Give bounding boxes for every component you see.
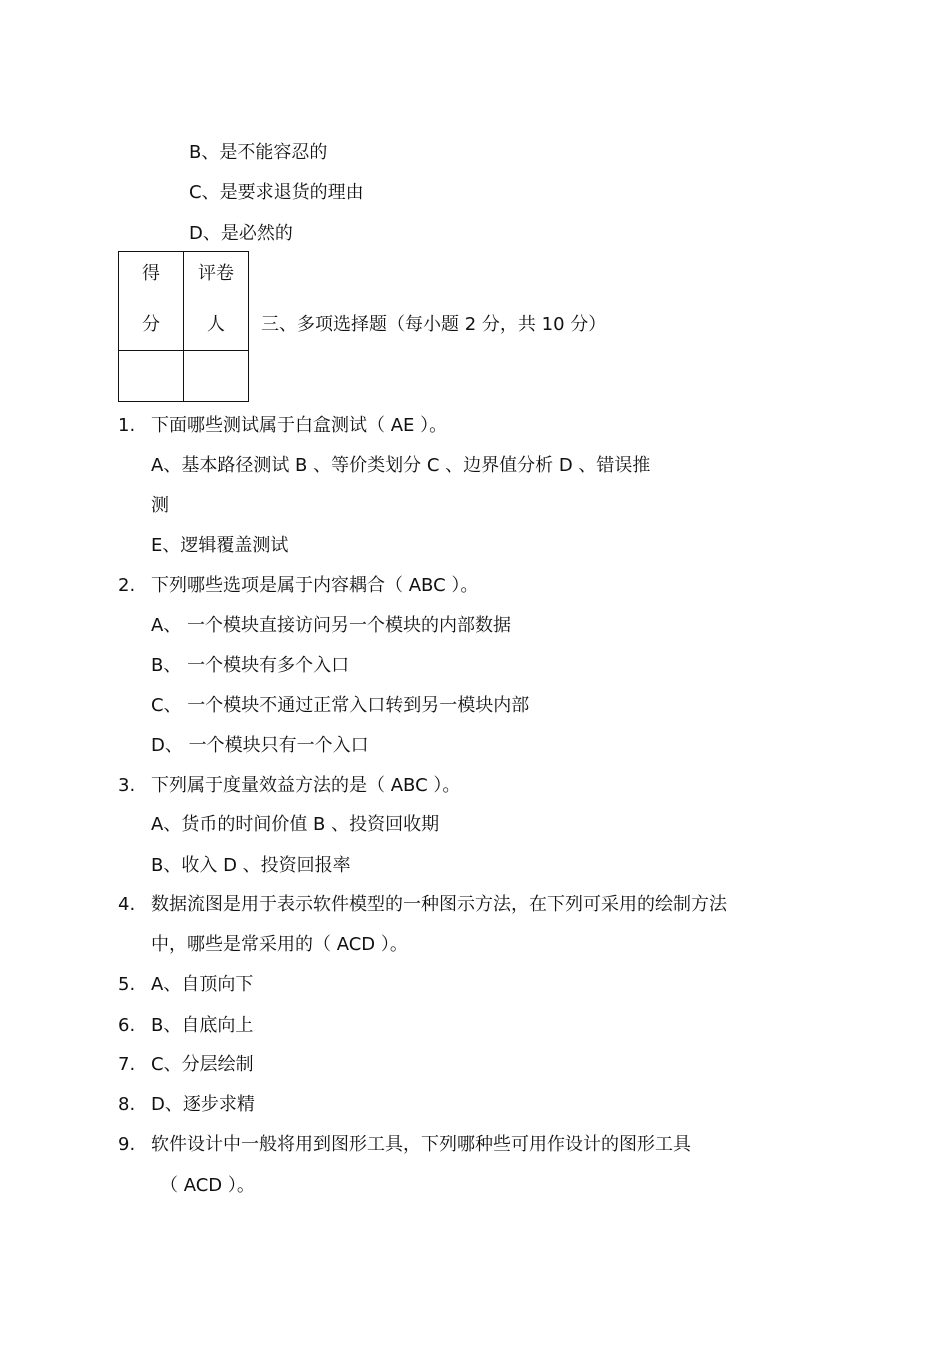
grader-header-line2: 人 (207, 314, 225, 335)
grader-header-line1: 评卷 (198, 263, 234, 284)
question-number: 3. (118, 775, 136, 796)
option-d: D、是必然的 (189, 223, 293, 244)
list-item: D、逐步求精 (151, 1094, 255, 1115)
option-b: B、 一个模块有多个入口 (151, 655, 350, 676)
question-text: 数据流图是用于表示软件模型的一种图示方法，在下列可采用的绘制方法 (151, 894, 727, 915)
grader-value-cell[interactable] (184, 351, 249, 402)
score-table (118, 251, 249, 402)
question-options: B、收入 D 、投资回报率 (151, 855, 351, 876)
question-number: 4. (118, 894, 136, 915)
question-text-continued: 中，哪些是常采用的（ ACD ）。 (151, 934, 408, 955)
list-item-number: 5. (118, 974, 136, 995)
score-header-cell (119, 252, 184, 351)
list-item: B、自底向上 (151, 1015, 254, 1036)
grader-header-cell (184, 252, 249, 351)
list-item-number: 6. (118, 1015, 136, 1036)
list-item: A、自顶向下 (151, 974, 254, 995)
question-number: 9. (118, 1134, 136, 1155)
score-value-cell[interactable] (119, 351, 184, 402)
question-options: A、货币的时间价值 B 、投资回收期 (151, 814, 440, 835)
question-text: 下列哪些选项是属于内容耦合（ ABC ）。 (151, 575, 479, 596)
question-text: 下面哪些测试属于白盒测试（ AE ）。 (151, 415, 448, 436)
score-header-line2: 分 (142, 314, 160, 335)
score-header-line1: 得 (142, 263, 160, 284)
question-number: 1. (118, 415, 136, 436)
question-text: 软件设计中一般将用到图形工具，下列哪种些可用作设计的图形工具 (151, 1134, 691, 1155)
list-item-number: 8. (118, 1094, 136, 1115)
question-text-continued: （ ACD ）。 (160, 1175, 255, 1196)
option-d: D、 一个模块只有一个入口 (151, 735, 369, 756)
list-item: C、分层绘制 (151, 1054, 254, 1075)
section-heading: 三、多项选择题（每小题 2 分，共 10 分） (261, 314, 607, 335)
option-c: C、 一个模块不通过正常入口转到另一模块内部 (151, 695, 530, 716)
question-text: 下列属于度量效益方法的是（ ABC ）。 (151, 775, 461, 796)
list-item-number: 7. (118, 1054, 136, 1075)
option-a: A、 一个模块直接访问另一个模块的内部数据 (151, 615, 512, 636)
option-b: B、是不能容忍的 (189, 142, 328, 163)
question-number: 2. (118, 575, 136, 596)
option-e: E、逻辑覆盖测试 (151, 535, 289, 556)
question-options: A、基本路径测试 B 、等价类划分 C 、边界值分析 D 、错误推 (151, 455, 651, 476)
option-c: C、是要求退货的理由 (189, 182, 364, 203)
question-options-continued: 测 (151, 495, 169, 516)
